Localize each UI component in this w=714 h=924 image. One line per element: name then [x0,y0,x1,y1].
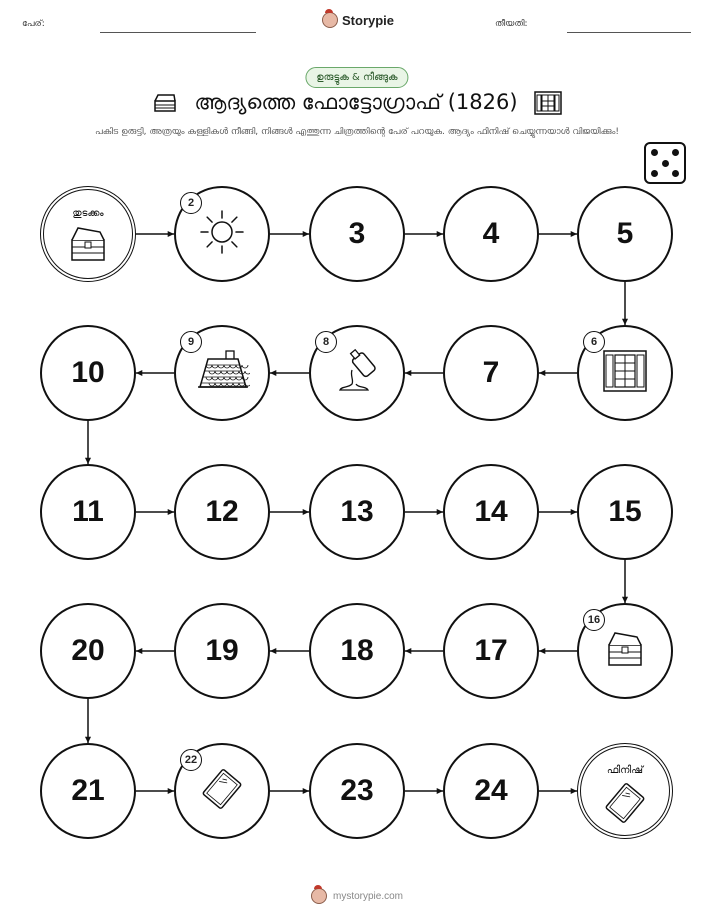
space-number: 14 [474,495,508,528]
footer-url[interactable]: mystorypie.com [332,890,403,902]
board-space-11[interactable] [40,464,136,560]
board-space-16[interactable] [577,603,673,699]
space-number: 11 [72,495,104,528]
space-number-badge: 2 [180,192,202,214]
board-space-12[interactable] [174,464,270,560]
board-space-25[interactable] [577,743,673,839]
space-number: 17 [474,634,508,667]
space-number-badge: 22 [180,749,202,771]
board-space-18[interactable] [309,603,405,699]
treasure-chest-icon [66,224,110,268]
space-number: 12 [205,495,239,528]
space-number: 5 [616,217,634,250]
board-space-4[interactable] [443,186,539,282]
space-number: 15 [608,495,642,528]
board-space-3[interactable] [309,186,405,282]
treasure-chest-icon [603,629,647,673]
board-space-5[interactable] [577,186,673,282]
instructions: പകിട ഉരുട്ടി, അത്രയും കള്ളികൾ നീങ്ങി, നിങ്ങൾ എത്തുന്ന ചിത്രത്തിന്റെ പേര് പറയുക. ആദ്യം ഫിനിഷ് ചെയ്യുന്നയാൾ വിജയിക്കും! [95,127,619,137]
pouring-bottle-icon [332,346,382,400]
space-number-badge: 9 [180,331,202,353]
rooftop-icon [194,349,250,397]
brand-name: Storypie [342,12,395,28]
board-space-8[interactable] [309,325,405,421]
page-title: ആദ്യത്തെ ഫോട്ടോഗ്രാഫ് (1826) [194,90,518,114]
space-number: 10 [71,356,105,389]
board-space-7[interactable] [443,325,539,421]
glass-plate-icon [603,781,647,829]
board-space-21[interactable] [40,743,136,839]
board-space-24[interactable] [443,743,539,839]
date-label: തീയതി: [495,19,528,29]
space-number: 13 [340,495,374,528]
board-space-22[interactable] [174,743,270,839]
board-space-20[interactable] [40,603,136,699]
space-number: 18 [340,634,374,667]
board-space-14[interactable] [443,464,539,560]
space-number: 24 [474,774,508,807]
board-space-19[interactable] [174,603,270,699]
space-number-badge: 16 [583,609,605,631]
board-space-10[interactable] [40,325,136,421]
board-space-9[interactable] [174,325,270,421]
space-number: 3 [348,217,366,250]
space-number: 23 [340,774,374,807]
footer [0,888,714,904]
mascot-icon [311,888,327,904]
sun-icon [197,207,247,261]
space-number: 21 [71,774,105,807]
board-space-15[interactable] [577,464,673,560]
game-type-pill: ഉരുട്ടുക & നീങ്ങുക [305,67,408,88]
board-space-23[interactable] [309,743,405,839]
name-label: പേര്: [22,19,45,29]
start-label: തുടക്കം [72,208,104,219]
board-space-13[interactable] [309,464,405,560]
board-space-17[interactable] [443,603,539,699]
board-space-2[interactable] [174,186,270,282]
space-number: 19 [205,634,239,667]
space-number: 4 [482,217,500,250]
space-number: 7 [482,356,500,389]
space-number-badge: 8 [315,331,337,353]
board-space-6[interactable] [577,325,673,421]
board-space-1[interactable] [40,186,136,282]
space-number-badge: 6 [583,331,605,353]
window-icon [602,349,648,397]
glass-plate-icon [200,767,244,815]
space-number: 20 [71,634,105,667]
finish-label: ഫിനിഷ് [606,765,644,776]
